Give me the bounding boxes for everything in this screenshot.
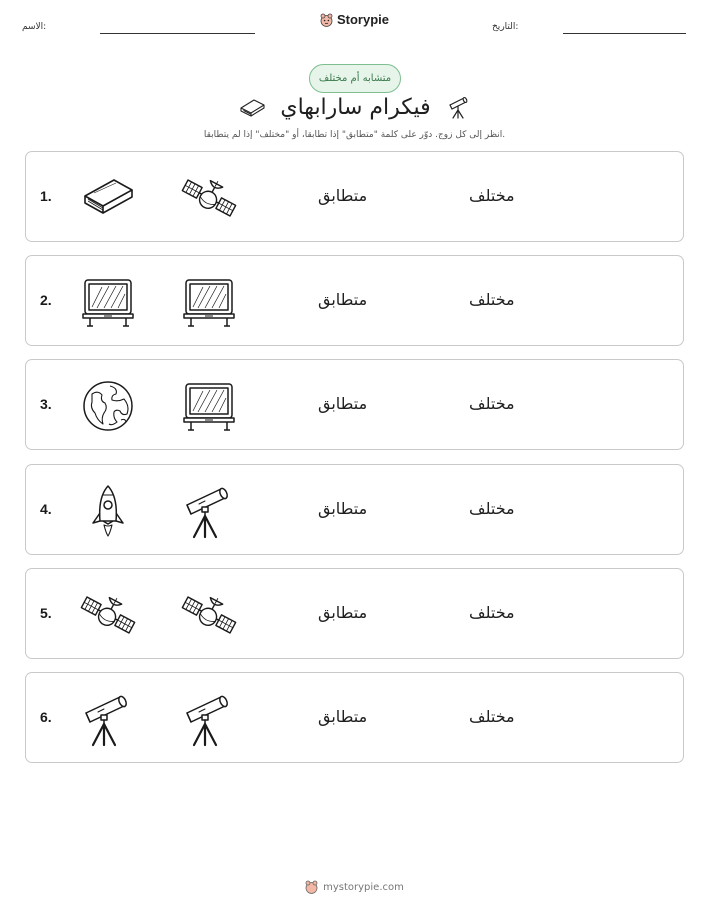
title-text: فيكرام سارابهاي <box>280 94 431 120</box>
question-number: 3. <box>40 396 52 412</box>
different-option[interactable]: مختلف <box>469 290 515 309</box>
worksheet-title <box>0 94 709 120</box>
different-option[interactable]: مختلف <box>469 603 515 622</box>
question-number: 4. <box>40 501 52 517</box>
same-option[interactable]: متطابق <box>318 499 368 518</box>
question-number: 2. <box>40 292 52 308</box>
telescope-icon <box>181 691 237 747</box>
book-icon <box>238 95 266 119</box>
same-option[interactable]: متطابق <box>318 394 368 413</box>
chalkboard-icon <box>80 274 136 330</box>
question-row <box>25 464 684 555</box>
question-number: 6. <box>40 709 52 725</box>
chalkboard-icon <box>181 274 237 330</box>
brand-name: Storypie <box>336 12 389 27</box>
rocket-icon <box>80 483 136 539</box>
name-field[interactable] <box>100 33 255 34</box>
question-row <box>25 359 684 450</box>
question-row <box>25 568 684 659</box>
telescope-icon <box>80 691 136 747</box>
question-row <box>25 151 684 242</box>
question-number: 1. <box>40 188 52 204</box>
globe-icon <box>80 378 136 434</box>
book-icon <box>80 170 136 226</box>
question-number: 5. <box>40 605 52 621</box>
same-option[interactable]: متطابق <box>318 186 368 205</box>
footer <box>0 880 709 894</box>
satellite-icon <box>181 587 237 643</box>
name-label: الاسم: <box>22 22 47 32</box>
different-option[interactable]: مختلف <box>469 707 515 726</box>
same-option[interactable]: متطابق <box>318 603 368 622</box>
chalkboard-icon <box>181 378 237 434</box>
worksheet-type-badge: متشابه أم مختلف <box>309 64 401 93</box>
footer-url[interactable]: mystorypie.com <box>323 881 404 893</box>
date-label: التاريخ: <box>492 22 519 32</box>
storypie-logo-icon <box>305 880 318 894</box>
brand <box>0 12 709 27</box>
telescope-icon <box>445 94 471 120</box>
satellite-icon <box>80 587 136 643</box>
different-option[interactable]: مختلف <box>469 394 515 413</box>
telescope-icon <box>181 483 237 539</box>
date-field[interactable] <box>563 33 686 34</box>
different-option[interactable]: مختلف <box>469 499 515 518</box>
satellite-icon <box>181 170 237 226</box>
instructions: انظر إلى كل زوج. دوّر على كلمة "متطابق" إذا تطابقا، أو "مختلف" إذا لم يتطابقا. <box>203 130 506 140</box>
storypie-logo-icon <box>320 13 333 27</box>
question-row <box>25 672 684 763</box>
same-option[interactable]: متطابق <box>318 290 368 309</box>
different-option[interactable]: مختلف <box>469 186 515 205</box>
same-option[interactable]: متطابق <box>318 707 368 726</box>
question-row <box>25 255 684 346</box>
